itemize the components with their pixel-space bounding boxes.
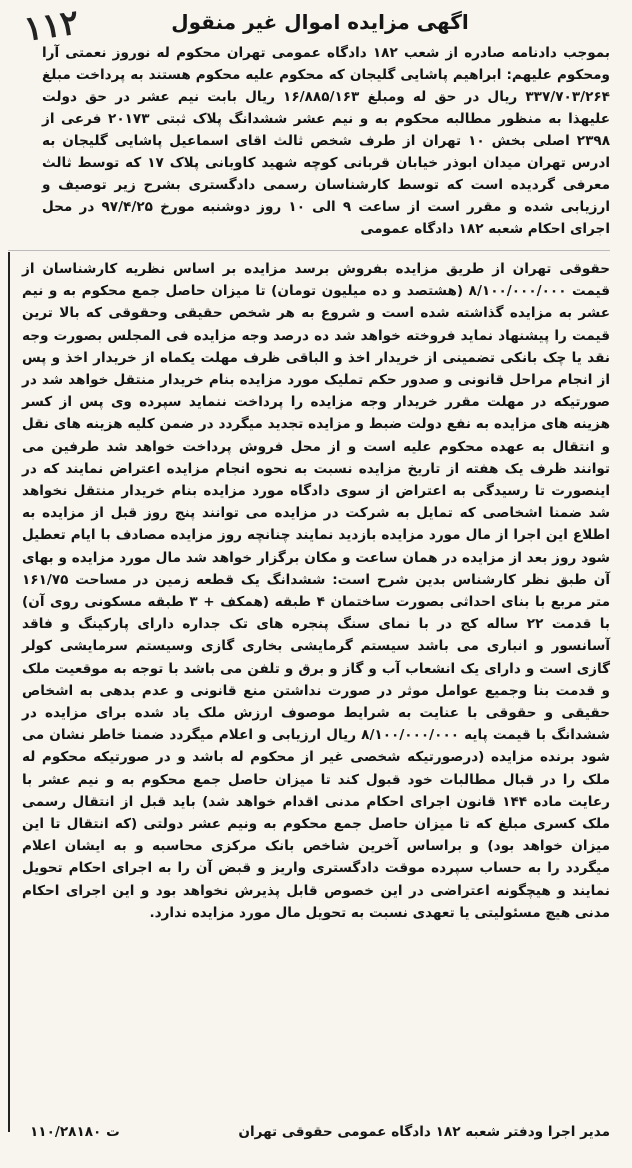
column-rule <box>8 252 10 1132</box>
page-title: اگهی مزایده اموال غیر منقول <box>171 10 469 34</box>
reference-number: ۱۱۰/۲۸۱۸۰ ت <box>30 1124 120 1140</box>
paragraph-body: حقوقی تهران از طریق مزایده بفروش برسد مزایده بر اساس نظریه کارشناسان از قیمت ۸/۱۰۰/۰۰۰/۰۰۰ (هشتصد و ده میلیون تومان) تا میزان حاصل جمع محکوم به و نیم عشر به مزایده گذاشته شده است و شروع به هر شخص حقیقی وحقوقی که بالا ترین قیمت را پیشنهاد نماید فروخته خواهد شد ده درصد وجه مزایده فی المجلس بصورت وجه نقد یا چک بانکی تضمینی از خریدار اخذ و الباقی ظرف مهلت یکماه از خریدار اخذ و پس از انجام مراحل قانونی و صدور حکم تملیک مورد مزایده بنام خریدار منتقل خواهد شد در صورتیکه در مهلت مقرر خریدار وجه مزایده را پرداخت ننماید سپرده وی پس از کسر هزینه های مزایده به نفع دولت ضبط و مزایده تجدید میگردد در ضمن کلیه هزینه های نقل و انتقال به عهده محکوم علیه است و از محل فروش پرداخت خواهد شد طرفین می توانند ظرف یک هفته از تاریخ مزایده نسبت به نحوه انجام مزایده اعتراض نمایند که در اینصورت تا رسیدگی به اعتراض از سوی دادگاه مورد مزایده بنام خریدار منتقل نخواهد شد ضمنا اشخاصی که تمایل به شرکت در مزایده می توانند پنج روز قبل از مزایده به اطلاع این اجرا از مال مورد مزایده بازدید نمایند چنانچه روز مزایده مصادف با ایام تعطیل شود روز بعد از مزایده در همان ساعت و مکان برگزار خواهد شد مال مورد مزایده و بهای آن طبق نظر کارشناس بدین شرح است: ششدانگ یک قطعه زمین در مساحت ۱۶۱/۷۵ متر مربع با بنای احداثی بصورت ساختمان ۴ طبقه (همکف + ۳ طبقه مسکونی روی آن) با قدمت ۲۲ ساله کج در با نمای سنگ پنجره های تک جداره دارای پارکینگ و فاقد آسانسور و انباری می باشد سیستم گرمایشی بخاری گازی وسیستم سرمایشی کولر گازی است و دارای یک انشعاب آب و گاز و برق و تلفن می باشد با توجه به موقعیت ملک و قدمت بنا وجمیع عوامل موثر در صورت نداشتن منع قانونی و عدم بدهی به اشخاص حقیقی و حقوقی با عنایت به شرایط موصوف ارزش ملک یاد شده برای مزایده در ششدانگ با قیمت پایه ۸/۱۰۰/۰۰۰/۰۰۰ ریال ارزیابی و اعلام میگردد ضمنا خاطر نشان می شود برنده مزایده (درصورتیکه شخصی غیر از محکوم له باشد و در صورتیکه محکوم له ملک را در قبال مطالبات خود قبول کند تا میزان حاصل جمع محکوم به و نیم عشر با رعایت ماده ۱۴۴ قانون اجرای احکام مدنی اقدام خواهد شد) باید قبل از انتقال رسمی ملک کسری مبلغ که تا میزان حاصل جمع محکوم به ونیم عشر دولتی (که انتقال تا این میزان خواهد بود) و براساس آخرین شاخص بانک مرکزی محاسبه و به ایشان اعلام میگردد را به حساب سپرده موقت دادگستری واریز و قبض آن را به اجرای احکام تحویل نمایند و هیچگونه اعتراضی در این خصوص قابل پذیرش نخواهد بود و این اجرای احکام مدنی هیچ مسئولیتی یا تعهدی نسبت به تحویل مال مورد مزایده ندارد. <box>22 261 611 921</box>
section-divider <box>8 250 610 251</box>
paragraph-intro: بموجب دادنامه صادره از شعب ۱۸۲ دادگاه عمومی تهران محکوم له نوروز نعمتی آرا ومحکوم علیهم: ابراهیم پاشایی گلیجان که محکوم علیه محکوم هستند به پرداخت مبلغ ۳۳۷/۷۰۳/۲۶۴ ریال در حق له ومبلغ ۱۶/۸۸۵/۱۶۳ ریال بابت نیم عشر در حق دولت علیهذا به منظور مطالبه محکوم به و نیم عشر ششدانگ پلاک ثبتی ۲۰۱۷۳ فرعی از ۲۳۹۸ اصلی بخش ۱۰ تهران از طرف شخص ثالث اقای اسماعیل پاشایی گلیجان به ادرس تهران میدان ابوذر خیابان قربانی کوچه شهید کاوبانی پلاک ۱۷ که توسط ثالث معرفی گردیده است که توسط کارشناسان رسمی دادگستری بشرح زیر توصیف و ارزیابی شده و مقرر است از ساعت ۹ الی ۱۰ روز دوشنبه مورخ ۹۷/۴/۲۵ در محل اجرای احکام شعبه ۱۸۲ دادگاه عمومی <box>42 45 610 237</box>
footer <box>22 1124 610 1150</box>
signature-line: مدیر اجرا ودفتر شعبه ۱۸۲ دادگاه عمومی حقوقی تهران <box>238 1124 610 1140</box>
handwritten-number: ۱۱۲ <box>21 2 82 50</box>
